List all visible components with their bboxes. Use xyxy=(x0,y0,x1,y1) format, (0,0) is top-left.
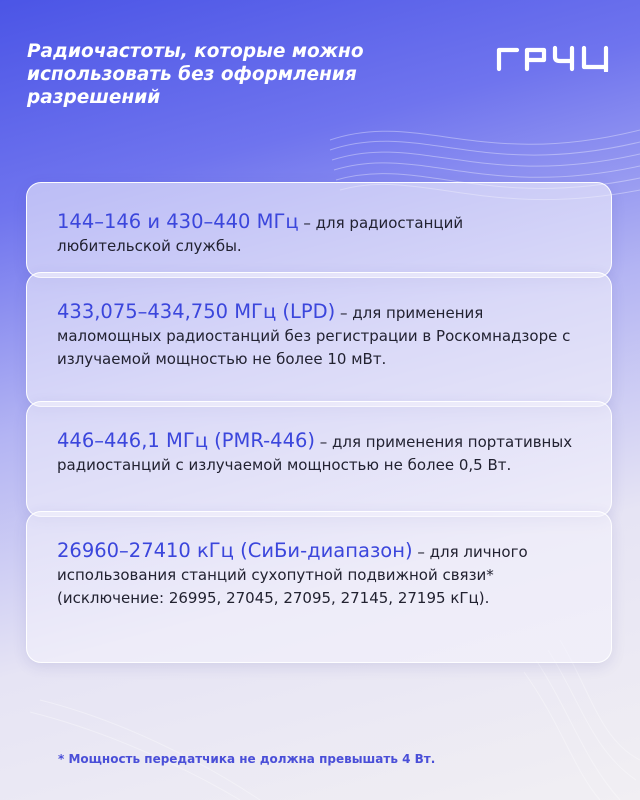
frequency-range: 446–446,1 МГц (PMR-446) xyxy=(57,429,315,452)
frequency-description: – для применения маломощных радиостанций без регистрации в Роскомнадзоре с излучаемой мощностью не более 10 мВт. xyxy=(57,304,571,368)
frequency-range: 144–146 и 430–440 МГц xyxy=(57,210,299,233)
frequency-range: 26960–27410 кГц (СиБи-диапазон) xyxy=(57,539,413,562)
frequency-cards xyxy=(26,182,612,663)
frequency-description: – для радиостанций любительской службы. xyxy=(57,214,464,255)
grchc-logo xyxy=(496,44,614,72)
frequency-card xyxy=(26,272,612,407)
frequency-card xyxy=(26,182,612,278)
frequency-description: – для применения портативных радиостанций с излучаемой мощностью не более 0,5 Вт. xyxy=(57,433,573,474)
footnote: * Мощность передатчика не должна превышать 4 Вт. xyxy=(58,752,436,766)
frequency-card xyxy=(26,401,612,517)
page-title: Радиочастоты, которые можно использовать без оформления разрешений xyxy=(27,41,364,108)
frequency-card xyxy=(26,511,612,663)
frequency-range: 433,075–434,750 МГц (LPD) xyxy=(57,300,336,323)
frequency-description: – для личного использования станций сухопутной подвижной связи* (исключение: 26995, 27045, 27095, 27145, 27195 кГц). xyxy=(57,543,528,607)
